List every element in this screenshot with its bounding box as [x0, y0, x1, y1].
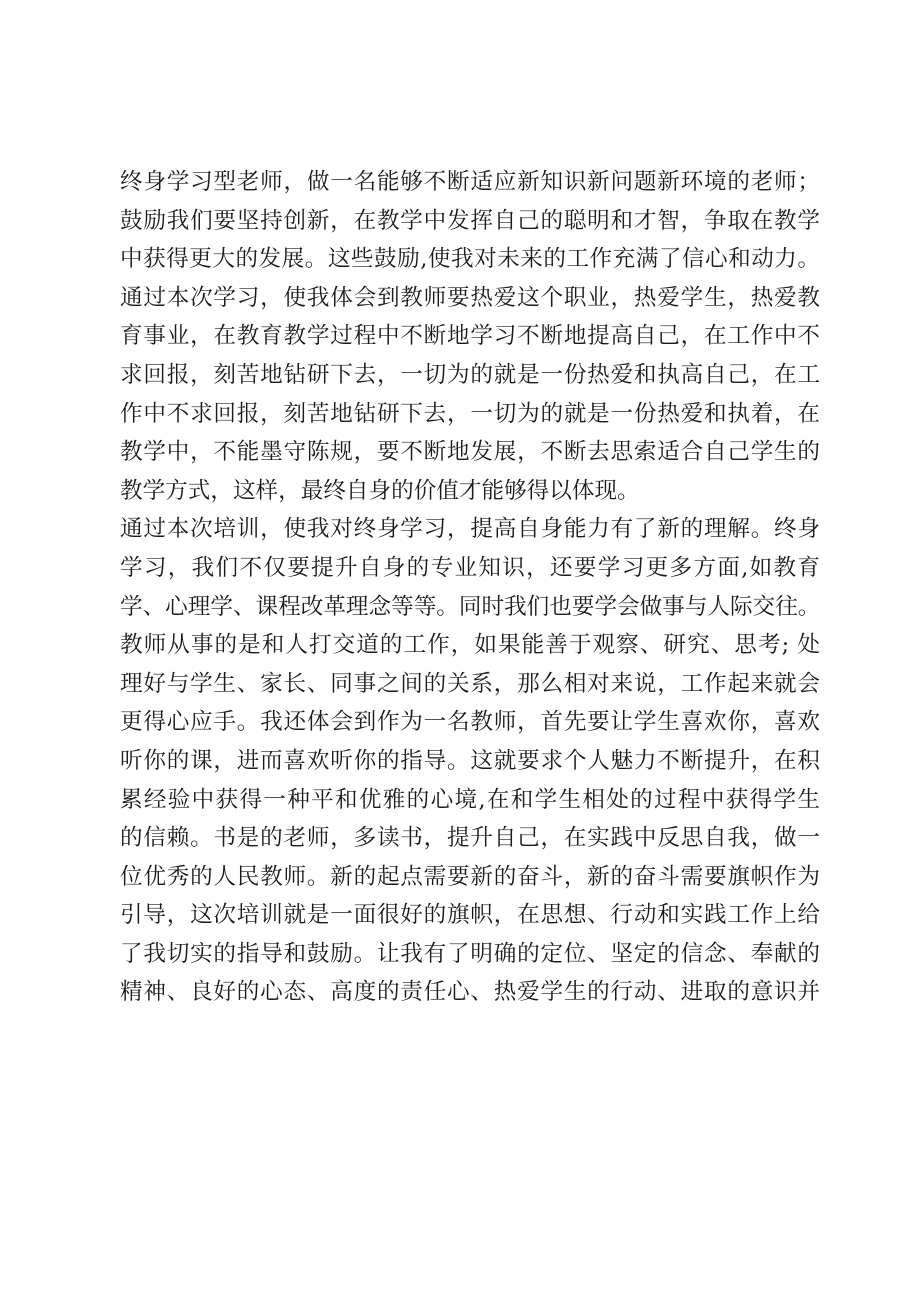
- text-line: 引导，这次培训就是一面很好的旗帜，在思想、行动和实践工作上给: [120, 902, 820, 929]
- text-line: 听你的课，进而喜欢听你的指导。这就要求个人魅力不断提升，在积: [120, 747, 820, 774]
- text-line: 更得心应手。我还体会到作为一名教师，首先要让学生喜欢你，喜欢: [120, 709, 820, 736]
- text-line: 教学中，不能墨守陈规，要不断地发展，不断去思索适合自己学生的: [120, 439, 820, 466]
- body-text: [120, 163, 820, 1012]
- text-line: 中获得更大的发展。这些鼓励,使我对未来的工作充满了信心和动力。: [120, 246, 820, 273]
- text-line: 教师从事的是和人打交道的工作，如果能善于观察、研究、思考; 处: [120, 632, 820, 659]
- text-line: 作中不求回报，刻苦地钻研下去，一切为的就是一份热爱和执着，在: [120, 400, 820, 427]
- text-line: 通过本次培训，使我对终身学习，提高自身能力有了新的理解。终身: [120, 516, 820, 543]
- text-line: 的信赖。书是的老师，多读书，提升自己，在实践中反思自我，做一: [120, 825, 820, 852]
- text-line: 鼓励我们要坚持创新，在教学中发挥自己的聪明和才智，争取在教学: [120, 207, 820, 234]
- text-line: 理好与学生、家长、同事之间的关系，那么相对来说，工作起来就会: [120, 670, 820, 697]
- text-line: 终身学习型老师，做一名能够不断适应新知识新问题新环境的老师；: [120, 169, 820, 195]
- text-line: 教学方式，这样，最终自身的价值才能够得以体现。: [120, 477, 640, 504]
- text-line: 育事业，在教育教学过程中不断地学习不断地提高自己，在工作中不: [120, 323, 820, 350]
- text-line: 求回报，刻苦地钻研下去，一切为的就是一份热爱和执高自己，在工: [120, 361, 820, 388]
- text-line: 累经验中获得一种平和优雅的心境,在和学生相处的过程中获得学生: [120, 786, 820, 813]
- text-line: 通过本次学习，使我体会到教师要热爱这个职业，热爱学生，热爱教: [120, 284, 820, 311]
- text-line: 精神、良好的心态、高度的责任心、热爱学生的行动、进取的意识并: [120, 979, 820, 1006]
- text-line: 位优秀的人民教师。新的起点需要新的奋斗，新的奋斗需要旗帜作为: [120, 863, 820, 890]
- text-line: 学、心理学、课程改革理念等等。同时我们也要学会做事与人际交往。: [120, 593, 821, 620]
- text-line: 了我切实的指导和鼓励。让我有了明确的定位、坚定的信念、奉献的: [120, 940, 820, 967]
- text-line: 学习，我们不仅要提升自身的专业知识，还要学习更多方面,如教育: [120, 554, 820, 581]
